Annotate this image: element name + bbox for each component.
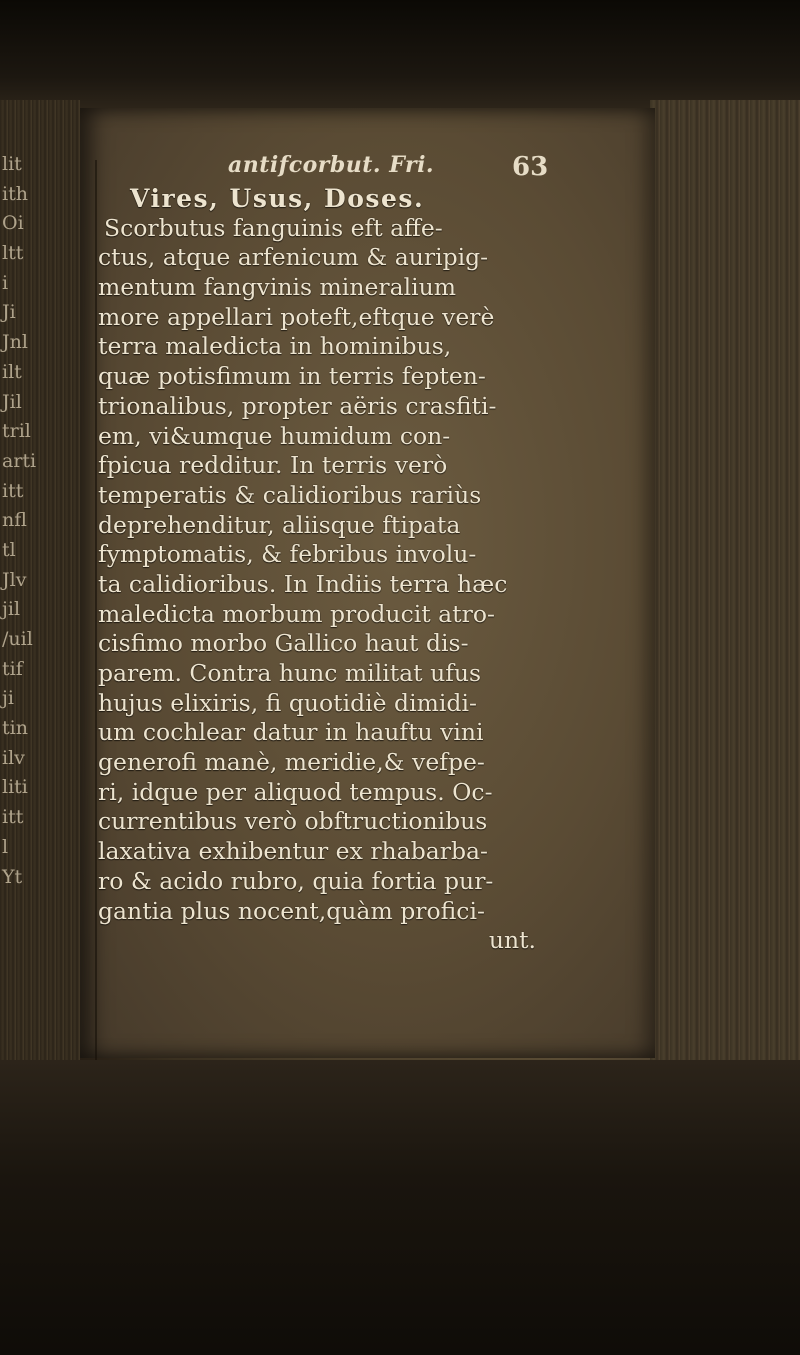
text-line: fymptomatis, & febribus involu-	[98, 540, 477, 569]
body-text	[98, 214, 646, 956]
margin-fragment: Jnl	[2, 331, 28, 354]
text-line: unt.	[488, 926, 536, 955]
text-line: parem. Contra hunc militat ufus	[98, 659, 482, 687]
text-line: Scorbutus fanguinis eft affe-	[104, 213, 443, 242]
text-line: more appellari poteft,eftque verè	[98, 302, 495, 331]
text-line: hujus elixiris, fi quotidiè dimidi-	[98, 688, 477, 717]
text-line: trionalibus, propter aëris crasfiti-	[98, 391, 497, 420]
margin-fragment: tl	[2, 538, 16, 561]
margin-fragment: Oi	[2, 212, 24, 235]
margin-fragment: Jil	[2, 390, 22, 413]
dark-top-background	[0, 0, 800, 110]
margin-fragment: nfl	[2, 509, 27, 532]
text-line: ri, idque per aliquod tempus. Oc-	[98, 777, 493, 806]
text-line: maledicta morbum producit atro-	[98, 599, 495, 628]
text-line: temperatis & calidioribus rariùs	[98, 480, 482, 509]
page-number: 63	[512, 152, 549, 182]
margin-fragment: Jlv	[2, 568, 27, 591]
text-line: laxativa exhibentur ex rhabarba-	[98, 837, 488, 866]
text-line: deprehenditur, aliisque ftipata	[98, 510, 461, 539]
text-line: quæ potisfimum in terris fepten-	[98, 362, 486, 391]
right-page-edges	[650, 100, 800, 1060]
text-line: generofi manè, meridie,& vefpe-	[98, 748, 485, 777]
margin-fragment: ith	[2, 182, 28, 205]
running-head-title: antifcorbut. Fri.	[228, 152, 435, 178]
margin-fragment: ji	[2, 687, 14, 710]
margin-fragment: i	[2, 271, 9, 294]
text-line: ctus, atque arfenicum & auripig-	[98, 243, 489, 272]
left-margin-fragments	[0, 150, 80, 892]
margin-fragment: tril	[2, 420, 31, 443]
margin-fragment: lit	[2, 153, 22, 175]
margin-fragment: l	[2, 835, 9, 858]
margin-fragment: liti	[2, 776, 28, 799]
margin-fragment: ilv	[2, 746, 25, 769]
section-heading: Vires, Usus, Doses.	[130, 184, 425, 213]
page-text	[98, 184, 646, 956]
dark-bottom-background	[0, 1060, 800, 1355]
text-line: fpicua redditur. In terris verò	[98, 451, 448, 480]
text-line: terra maledicta in hominibus,	[98, 332, 452, 361]
running-head	[0, 152, 800, 186]
text-line: um cochlear datur in hauftu vini	[98, 718, 484, 747]
margin-fragment: ilt	[2, 360, 22, 383]
margin-fragment: tin	[2, 717, 28, 740]
margin-fragment: jil	[2, 598, 21, 621]
text-line: cisfimo morbo Gallico haut dis-	[98, 629, 469, 658]
margin-fragment: Ji	[2, 301, 16, 324]
gutter-shadow-line	[95, 160, 97, 1060]
text-line: ta calidioribus. In Indiis terra hæc	[98, 569, 508, 598]
text-line: currentibus verò obftructionibus	[98, 807, 488, 836]
margin-fragment: itt	[2, 806, 24, 829]
margin-fragment: arti	[2, 449, 37, 472]
text-line: em, vi&umque humidum con-	[98, 421, 451, 450]
margin-fragment: itt	[2, 479, 24, 502]
text-line: gantia plus nocent,quàm profici-	[98, 896, 485, 925]
margin-fragment: ltt	[2, 242, 24, 265]
margin-fragment: Yt	[2, 865, 23, 888]
text-line: ro & acido rubro, quia fortia pur-	[98, 866, 494, 895]
text-line: mentum fangvinis mineralium	[98, 273, 457, 302]
margin-fragment: /uil	[2, 628, 33, 650]
margin-fragment: tif	[2, 657, 23, 680]
